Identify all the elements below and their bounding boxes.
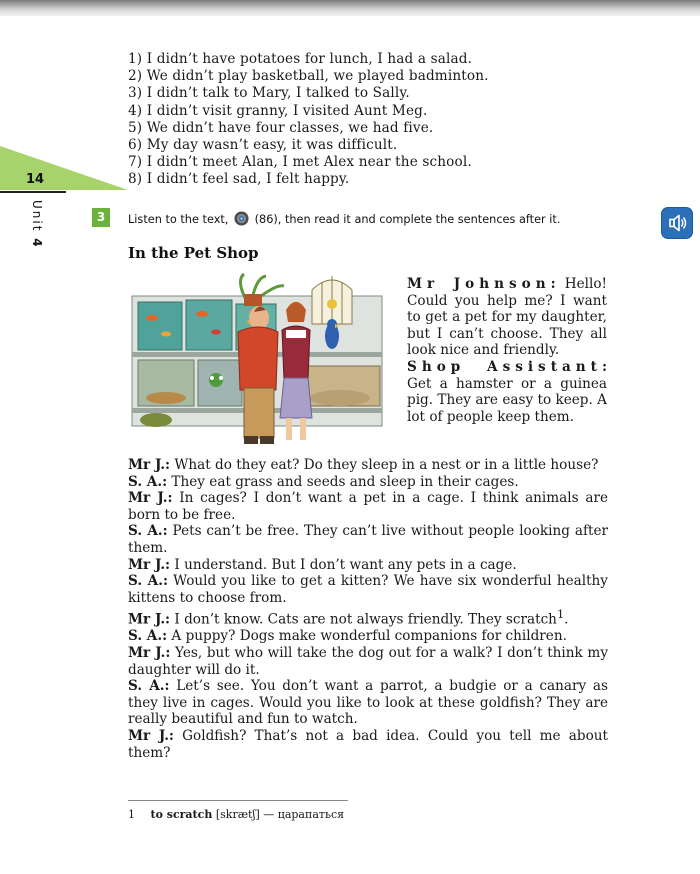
dialog-text: I don’t know. Cats are not always friendly. They scratch bbox=[170, 611, 557, 628]
task-text-after: (86), then read it and complete the sentences after it. bbox=[254, 213, 561, 226]
dialog-line bbox=[128, 645, 608, 678]
dialog-speaker: Mr J.: bbox=[128, 728, 174, 745]
list-item: 4) I didn’t visit granny, I visited Aunt Meg. bbox=[128, 102, 428, 119]
dialog-text: I understand. But I don’t want any pets in a cage. bbox=[170, 556, 517, 573]
section-title: In the Pet Shop bbox=[128, 244, 259, 262]
footnote-term: to scratch bbox=[150, 808, 213, 821]
dialog-text: Yes, but who will take the dog out for a walk? I don’t think my daughter will do it. bbox=[128, 645, 608, 678]
task-text-before: Listen to the text, bbox=[128, 213, 229, 226]
dialog-line bbox=[128, 474, 608, 491]
dialog-text: They eat grass and seeds and sleep in their cages. bbox=[167, 473, 519, 490]
task-instruction bbox=[128, 211, 560, 226]
footnote-divider bbox=[128, 800, 348, 801]
dialog-line bbox=[128, 678, 608, 728]
dialog-text: Goldfish? That’s not a bad idea. Could you tell me about them? bbox=[128, 728, 608, 761]
dialog-speaker: Mr J.: bbox=[128, 645, 171, 662]
list-item: 8) I didn’t feel sad, I felt happy. bbox=[128, 171, 350, 188]
opening-dialog: Mr Johnson: Hello! Could you help me? I want to get a pet for my daughter, but I can’t choose. They all look nice and friendly. Shop Assistant: Get a hamster or a guinea pig. They are easy to keep. A lot of people keep them. bbox=[407, 276, 607, 425]
task-number-badge: 3 bbox=[92, 208, 110, 227]
dialog-line bbox=[128, 557, 608, 574]
footnote-translation: царапаться bbox=[277, 808, 345, 821]
dialog-speaker: Mr J.: bbox=[128, 457, 171, 473]
pet-shop-illustration bbox=[126, 270, 398, 452]
speaker-audio-icon bbox=[662, 208, 692, 238]
dialog-speaker: S. A.: bbox=[128, 523, 168, 540]
dialog-text: What do they eat? Do they sleep in a nest or in a little house? bbox=[170, 457, 599, 473]
list-item: 2) We didn’t play basketball, we played badminton. bbox=[128, 68, 489, 85]
unit-number: 4 bbox=[30, 238, 44, 249]
cd-disc-icon[interactable] bbox=[234, 211, 249, 226]
footnote-marker: 1 bbox=[128, 808, 135, 821]
dialog-body bbox=[128, 457, 608, 761]
dialog-text: A puppy? Dogs make wonderful companions for children. bbox=[167, 628, 567, 645]
mr-johnson-line: Hello! Could you help me? I want to get a pet for my daughter, but I can’t choose. They all look nice and friendly. bbox=[407, 276, 607, 359]
footnote-dash: — bbox=[263, 808, 275, 821]
page-number-rule bbox=[0, 191, 66, 193]
unit-label bbox=[24, 200, 44, 249]
dialog-line bbox=[128, 728, 608, 761]
dialog-line bbox=[128, 490, 608, 523]
dialog-line bbox=[128, 628, 608, 645]
footnote-transcription: [skrætʃ] bbox=[215, 808, 260, 821]
dialog-speaker: S. A.: bbox=[128, 473, 168, 490]
exercise-sentence-list bbox=[128, 51, 548, 189]
list-item: 5) We didn’t have four classes, we had five. bbox=[128, 119, 434, 136]
dialog-speaker: Mr J.: bbox=[128, 611, 171, 628]
dialog-line bbox=[128, 606, 608, 628]
dialog-line bbox=[128, 523, 608, 556]
dialog-speaker: Mr J.: bbox=[128, 556, 171, 573]
audio-play-button[interactable] bbox=[662, 208, 692, 238]
list-item: 7) I didn’t meet Alan, I met Alex near the school. bbox=[128, 154, 472, 171]
page-corner-tab bbox=[0, 146, 128, 190]
page-number: 14 bbox=[26, 172, 45, 187]
footnote bbox=[128, 808, 344, 821]
dialog-text: Let’s see. You don’t want a parrot, a budgie or a canary as they live in cages. Would you like to look at these goldfish? They are really beautiful and fun to watch. bbox=[128, 678, 608, 728]
footnote-reference[interactable]: 1 bbox=[556, 607, 565, 622]
list-item: 3) I didn’t talk to Mary, I talked to Sally. bbox=[128, 85, 410, 102]
unit-word: Unit bbox=[30, 200, 44, 233]
list-item: 1) I didn’t have potatoes for lunch, I had a salad. bbox=[128, 51, 473, 67]
list-item: 6) My day wasn’t easy, it was difficult. bbox=[128, 137, 398, 154]
dialog-speaker: S. A.: bbox=[128, 628, 168, 645]
speaker-name-shop-assistant: Shop Assistant bbox=[407, 358, 602, 375]
dialog-speaker: S. A.: bbox=[128, 573, 168, 590]
dialog-speaker: S. A.: bbox=[128, 678, 170, 695]
dialog-text-tail: . bbox=[564, 611, 569, 628]
dialog-speaker: Mr J.: bbox=[128, 490, 173, 507]
dialog-text: Pets can’t be free. They can’t live without people looking after them. bbox=[128, 523, 608, 556]
top-shadow-bar bbox=[0, 0, 700, 16]
speaker-name-mr-johnson: Mr Johnson bbox=[407, 276, 551, 292]
dialog-text: In cages? I don’t want a pet in a cage. I think animals are born to be free. bbox=[128, 490, 608, 523]
shop-assistant-line: Get a hamster or a guinea pig. They are easy to keep. A lot of people keep them. bbox=[407, 375, 607, 425]
dialog-line bbox=[128, 573, 608, 606]
dialog-text: Would you like to get a kitten? We have six wonderful healthy kittens to choose from. bbox=[128, 573, 608, 606]
dialog-line bbox=[128, 457, 608, 474]
